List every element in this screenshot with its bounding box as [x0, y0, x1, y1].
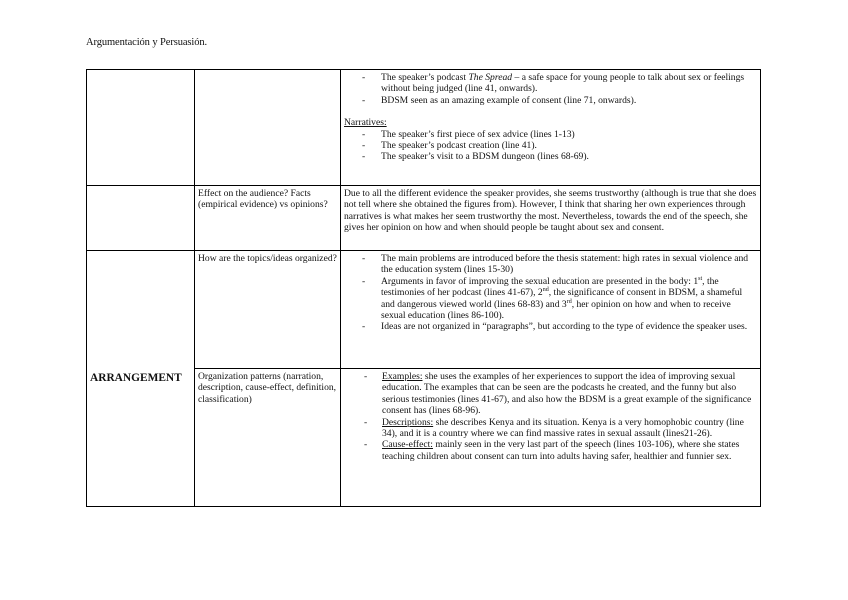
- document-header: Argumentación y Persuasión.: [86, 37, 208, 48]
- narratives-label: Narratives:: [344, 117, 387, 129]
- list-item: - Arguments in favor of improving the sexual education are presented in the body: 1st, the testimonies of her podcast (lines 41-67), 2nd, the significance of consent in BDSM, a shameful and dangerous viewed world (lines 68-83) and 3rd, her opinion on how and when to receive sexual education (lines 86-100).: [344, 276, 757, 322]
- answer-cell: [341, 369, 761, 507]
- list-item: - The speaker’s podcast creation (line 41).: [344, 140, 757, 151]
- list-item: - The speaker’s podcast The Spread – a safe space for young people to talk about sex or feelings without being judged (line 41, onwards).: [344, 72, 757, 95]
- list-item: - The main problems are introduced before the thesis statement: high rates in sexual violence and the education system (lines 15-30): [344, 253, 757, 276]
- list-item: - Ideas are not organized in “paragraphs”, but according to the type of evidence the speaker uses.: [344, 321, 757, 332]
- list-item: - BDSM seen as an amazing example of consent (line 71, onwards).: [344, 95, 757, 106]
- list-item: - Descriptions: she describes Kenya and its situation. Kenya is a very homophobic country (line 34), and it is a country where we can find massive rates in sexual assault (lines21-26).: [344, 417, 757, 440]
- list-item: - The speaker’s first piece of sex advice (lines 1-13): [344, 129, 757, 140]
- organization-list: [344, 253, 757, 333]
- table-row: [87, 251, 761, 369]
- answer-cell: [341, 251, 761, 369]
- section-label: ARRANGEMENT: [87, 251, 195, 507]
- question-cell-empty: [195, 70, 341, 186]
- section-cell-empty: [87, 70, 195, 186]
- patterns-list: [344, 371, 757, 462]
- list-item: - Examples: she uses the examples of her experiences to support the idea of improving sexual education. The examples that can be seen are the podcasts he created, and the funny but also serious testimonies (lines 41-67), and also how the BDSM is a great example of the significance consent has (lines 68-96).: [344, 371, 757, 417]
- answer-cell: [341, 70, 761, 186]
- answer-cell: Due to all the different evidence the speaker provides, she seems trustworthy (although is true that she does not tell where she obtained the figures from). However, I think that sharing her own experiences through narratives is what makes her seem trustworthy the most. Nevertheless, towards the end of the speech, she gives her opinion on how and when should people be taught about sex and consent.: [341, 186, 761, 251]
- arrangement-table: [86, 69, 761, 507]
- list-item: - Cause-effect: mainly seen in the very last part of the speech (lines 103-106), where she states teaching children about consent can turn into adults having safer, healthier and funnier sex.: [344, 439, 757, 462]
- question-cell: How are the topics/ideas organized?: [195, 251, 341, 369]
- list-item: - The speaker’s visit to a BDSM dungeon (lines 68-69).: [344, 151, 757, 162]
- narratives-list: [344, 129, 757, 163]
- table-row: [87, 186, 761, 251]
- table-row: [87, 70, 761, 186]
- section-cell-empty: [87, 186, 195, 251]
- question-cell: Organization patterns (narration, description, cause-effect, definition, classification): [195, 369, 341, 507]
- question-cell: Effect on the audience? Facts (empirical evidence) vs opinions?: [195, 186, 341, 251]
- evidence-list: [344, 72, 757, 106]
